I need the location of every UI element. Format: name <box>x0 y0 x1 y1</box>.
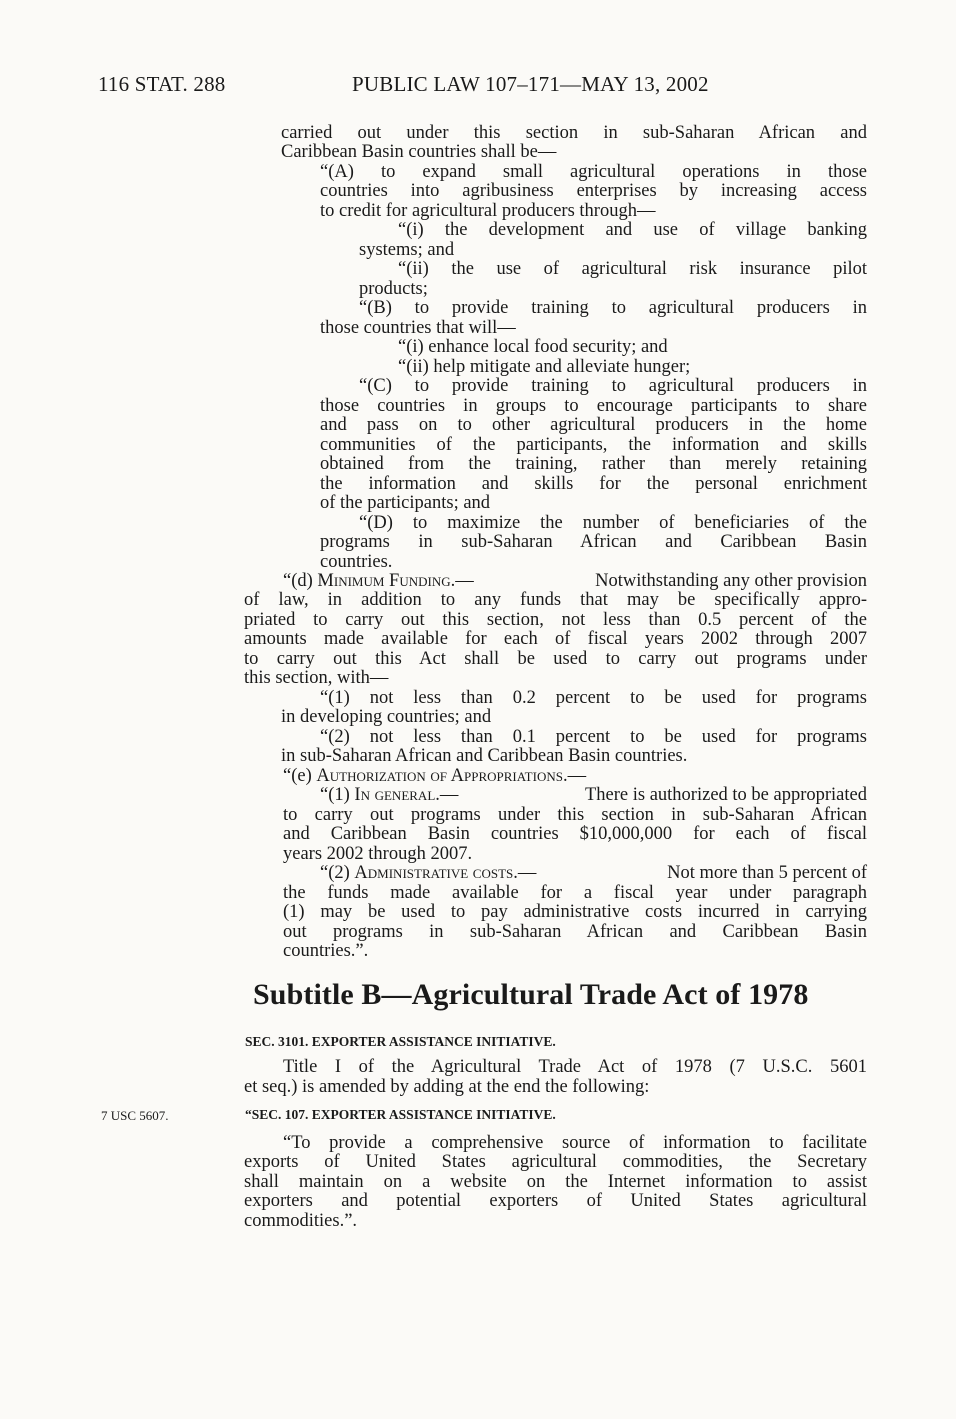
text-line: the funds made available for a fiscal year under paragraph <box>283 883 867 903</box>
page-citation: 116 STAT. 288 <box>98 72 226 96</box>
text-line: “(1) not less than 0.2 percent to be used for programs <box>320 688 867 708</box>
text-line: out programs in sub-Saharan African and Caribbean Basin <box>283 922 867 942</box>
text-line: commodities.”. <box>244 1211 358 1231</box>
text-line: products; <box>359 279 428 299</box>
paragraph-e1-first-line <box>320 785 867 805</box>
text-line: “(C) to provide training to agricultural producers in <box>359 376 867 396</box>
running-header: PUBLIC LAW 107–171—MAY 13, 2002 <box>352 72 709 96</box>
subsection-d-heading: “(d) Minimum Funding.— <box>283 571 474 591</box>
text-line: “(i) the development and use of village banking <box>398 220 867 240</box>
text-line: countries. <box>320 552 393 572</box>
text-line: countries.”. <box>283 941 369 961</box>
text-line: “(A) to expand small agricultural operations in those <box>320 162 867 182</box>
text-line: those countries that will— <box>320 318 516 338</box>
text-line: years 2002 through 2007. <box>283 844 473 864</box>
text-line: “(2) not less than 0.1 percent to be used for programs <box>320 727 867 747</box>
margin-note: 7 USC 5607. <box>101 1108 169 1123</box>
text-line: the information and skills for the personal enrichment <box>320 474 867 494</box>
text-line: et seq.) is amended by adding at the end the following: <box>244 1077 650 1097</box>
section-3101-heading: SEC. 3101. EXPORTER ASSISTANCE INITIATIVE. <box>245 1034 556 1049</box>
text-line: “(ii) the use of agricultural risk insurance pilot <box>398 259 867 279</box>
text-line: countries into agribusiness enterprises by increasing access <box>320 181 867 201</box>
text-line: “(D) to maximize the number of beneficiaries of the <box>359 513 867 533</box>
text-line: priated to carry out this section, not less than 0.5 percent of the <box>244 610 867 630</box>
text-line: “(ii) help mitigate and alleviate hunger; <box>398 357 691 377</box>
text-line: systems; and <box>359 240 455 260</box>
text-line: programs in sub-Saharan African and Caribbean Basin <box>320 532 867 552</box>
text-fragment: Not more than 5 percent of <box>667 863 867 883</box>
text-line: exporters and potential exporters of United States agricultural <box>244 1191 867 1211</box>
subtitle-heading: Subtitle B—Agricultural Trade Act of 1978 <box>253 978 809 1011</box>
text-line: of law, in addition to any funds that may be specifically appro- <box>244 590 867 610</box>
text-line: (1) may be used to pay administrative costs incurred in carrying <box>283 902 867 922</box>
paragraph-e1-heading: “(1) In general.— <box>320 785 459 805</box>
text-line: this section, with— <box>244 668 389 688</box>
text-line: Title I of the Agricultural Trade Act of 1978 (7 U.S.C. 5601 <box>283 1057 867 1077</box>
section-107-heading: “SEC. 107. EXPORTER ASSISTANCE INITIATIVE. <box>245 1107 556 1122</box>
paragraph-e2-heading: “(2) Administrative costs.— <box>320 863 537 883</box>
text-fragment: There is authorized to be appropriated <box>584 785 867 805</box>
text-line: carried out under this section in sub-Saharan African and <box>281 123 867 143</box>
text-line: exports of United States agricultural commodities, the Secretary <box>244 1152 867 1172</box>
text-line: those countries in groups to encourage participants to share <box>320 396 867 416</box>
text-line: Caribbean Basin countries shall be— <box>281 142 557 162</box>
text-line: in sub-Saharan African and Caribbean Basin countries. <box>281 746 688 766</box>
text-fragment: Notwithstanding any other provision <box>595 571 867 591</box>
text-line: in developing countries; and <box>281 707 492 727</box>
text-line: obtained from the training, rather than merely retaining <box>320 454 867 474</box>
text-line: to carry out this Act shall be used to carry out programs under <box>244 649 867 669</box>
text-line: and pass on to other agricultural producers in the home <box>320 415 867 435</box>
text-line: “To provide a comprehensive source of information to facilitate <box>283 1133 867 1153</box>
text-line: to carry out programs under this section in sub-Saharan African <box>283 805 867 825</box>
paragraph-e2-first-line <box>320 863 867 883</box>
text-line: amounts made available for each of fiscal years 2002 through 2007 <box>244 629 867 649</box>
text-line: shall maintain on a website on the Internet information to assist <box>244 1172 867 1192</box>
text-line: and Caribbean Basin countries $10,000,000 for each of fiscal <box>283 824 867 844</box>
text-line: “(i) enhance local food security; and <box>398 337 668 357</box>
text-line: of the participants; and <box>320 493 491 513</box>
text-line: to credit for agricultural producers through— <box>320 201 656 221</box>
subsection-d-first-line <box>283 571 867 591</box>
subsection-e-heading: “(e) Authorization of Appropriations.— <box>283 766 587 786</box>
text-line: communities of the participants, the information and skills <box>320 435 867 455</box>
text-line: “(B) to provide training to agricultural producers in <box>359 298 867 318</box>
